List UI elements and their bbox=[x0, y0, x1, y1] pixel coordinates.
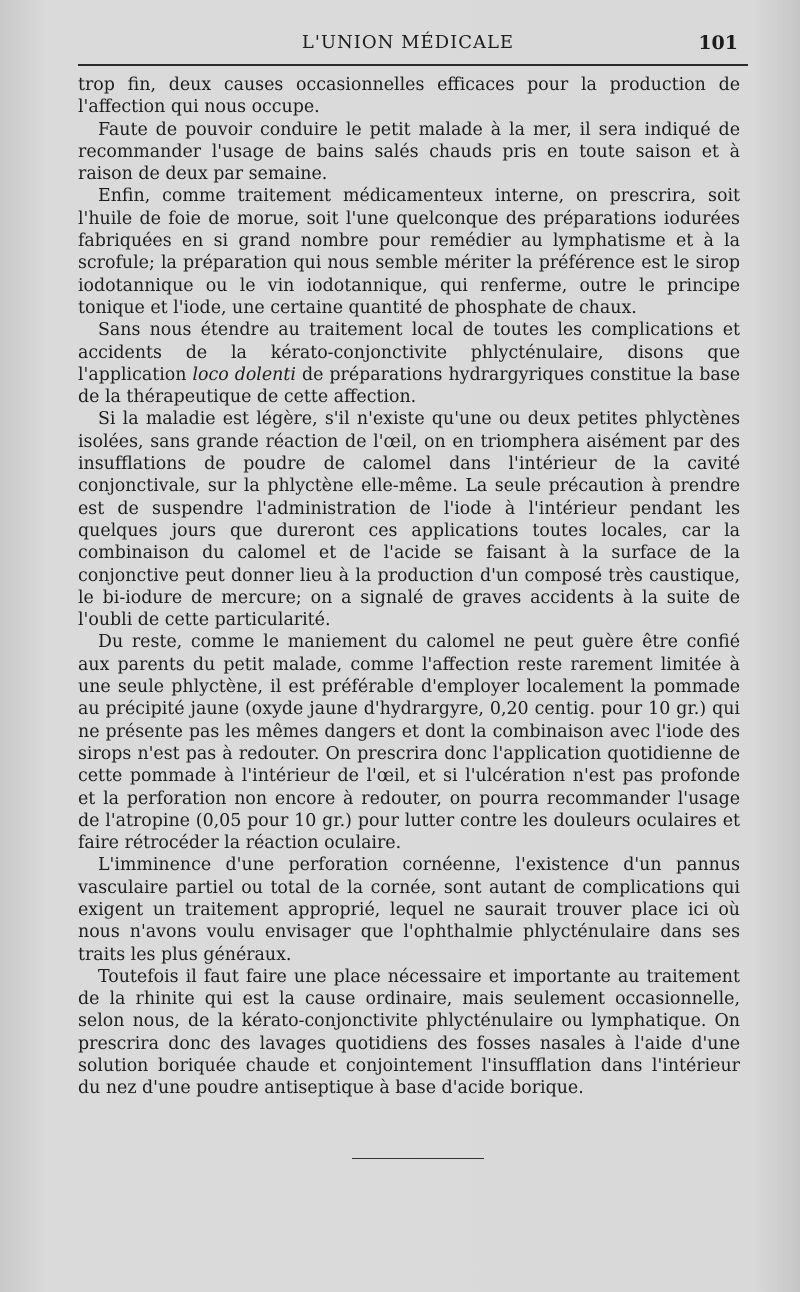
paragraph: trop fin, deux causes occasionnelles efficaces pour la production de l'affection qui nous occupe. bbox=[78, 75, 740, 118]
paragraph-with-italic bbox=[78, 319, 740, 408]
footnote-rule bbox=[352, 1158, 484, 1159]
paragraph: Si la maladie est légère, s'il n'existe qu'une ou deux petites phlyctènes isolées, sans grande réaction de l'œil, on en triomphera aisément par des insufflations de poudre de calomel dans l'intérieur de la cavité conjonctivale, sur la phlyctène elle-même. La seule précaution à prendre est de suspendre l'administration de l'iode à l'intérieur pendant les quelques jours que dureront ces applications toutes locales, car la combinaison du calomel et de l'acide se faisant à la surface de la conjonctive peut donner lieu à la production d'un composé très caustique, le bi-iodure de mercure; on a signalé de graves accidents à la suite de l'oubli de cette particularité. bbox=[78, 409, 740, 631]
paragraph-part: Sans nous étendre au traitement local de toutes les complications et accidents de la kérato-conjonctivite phlycténulaire, disons que l'application bbox=[78, 320, 740, 385]
header-rule bbox=[78, 64, 748, 66]
body-text bbox=[78, 74, 740, 1100]
paragraph: Faute de pouvoir conduire le petit malade à la mer, il sera indiqué de recommander l'usage de bains salés chauds pris en toute saison et à raison de deux par semaine. bbox=[78, 119, 740, 185]
paragraph: Du reste, comme le maniement du calomel ne peut guère être confié aux parents du petit malade, comme l'affection reste rarement limitée à une seule phlyctène, il est préférable d'employer localement la pommade au précipité jaune (oxyde jaune d'hydrargyre, 0,20 centig. pour 10 gr.) qui ne présente pas les mêmes dangers et dont la combinaison avec l'iode des sirops n'est pas à redouter. On prescrira donc l'application quotidienne de cette pommade à l'intérieur de l'œil, et si l'ulcération n'est pas profonde et la perforation non encore à redouter, on pourra recommander l'usage de l'atropine (0,05 pour 10 gr.) pour lutter contre les douleurs oculaires et faire rétrocéder la réaction oculaire. bbox=[78, 632, 740, 854]
page-number: 101 bbox=[698, 32, 738, 54]
paragraph: Enfin, comme traitement médicamenteux interne, on prescrira, soit l'huile de foie de morue, soit l'une quelconque des préparations iodurées fabriquées en si grand nombre pour remédier au lymphatisme et à la scrofule; la préparation qui nous semble mériter la préférence est le sirop iodotannique ou le vin iodotannique, qui renferme, outre le principe tonique et l'iode, une certaine quantité de phosphate de chaux. bbox=[78, 186, 740, 318]
paragraph-part: de préparations hydrargyriques constitue la base de la thérapeutique de cette affection. bbox=[78, 364, 741, 408]
paragraph: L'imminence d'une perforation cornéenne, l'existence d'un pannus vasculaire partiel ou total de la cornée, sont autant de complications qui exigent un traitement approprié, lequel ne saurait trouver place ici où nous n'avons voulu envisager que l'ophthalmie phlycténulaire dans ses traits les plus généraux. bbox=[78, 855, 740, 965]
paragraph: Toutefois il faut faire une place nécessaire et importante au traitement de la rhinite qui est la cause ordinaire, mais seulement occasionnelle, selon nous, de la kérato-conjonctivite phlycténulaire ou lymphatique. On prescrira donc des lavages quotidiens des fosses nasales à l'aide d'une solution boriquée chaude et conjointement l'insufflation dans l'intérieur du nez d'une poudre antiseptique à base d'acide borique. bbox=[78, 966, 740, 1099]
italic-phrase: loco dolenti bbox=[192, 364, 296, 385]
page-header bbox=[78, 30, 738, 60]
running-title: L'UNION MÉDICALE bbox=[301, 32, 515, 53]
